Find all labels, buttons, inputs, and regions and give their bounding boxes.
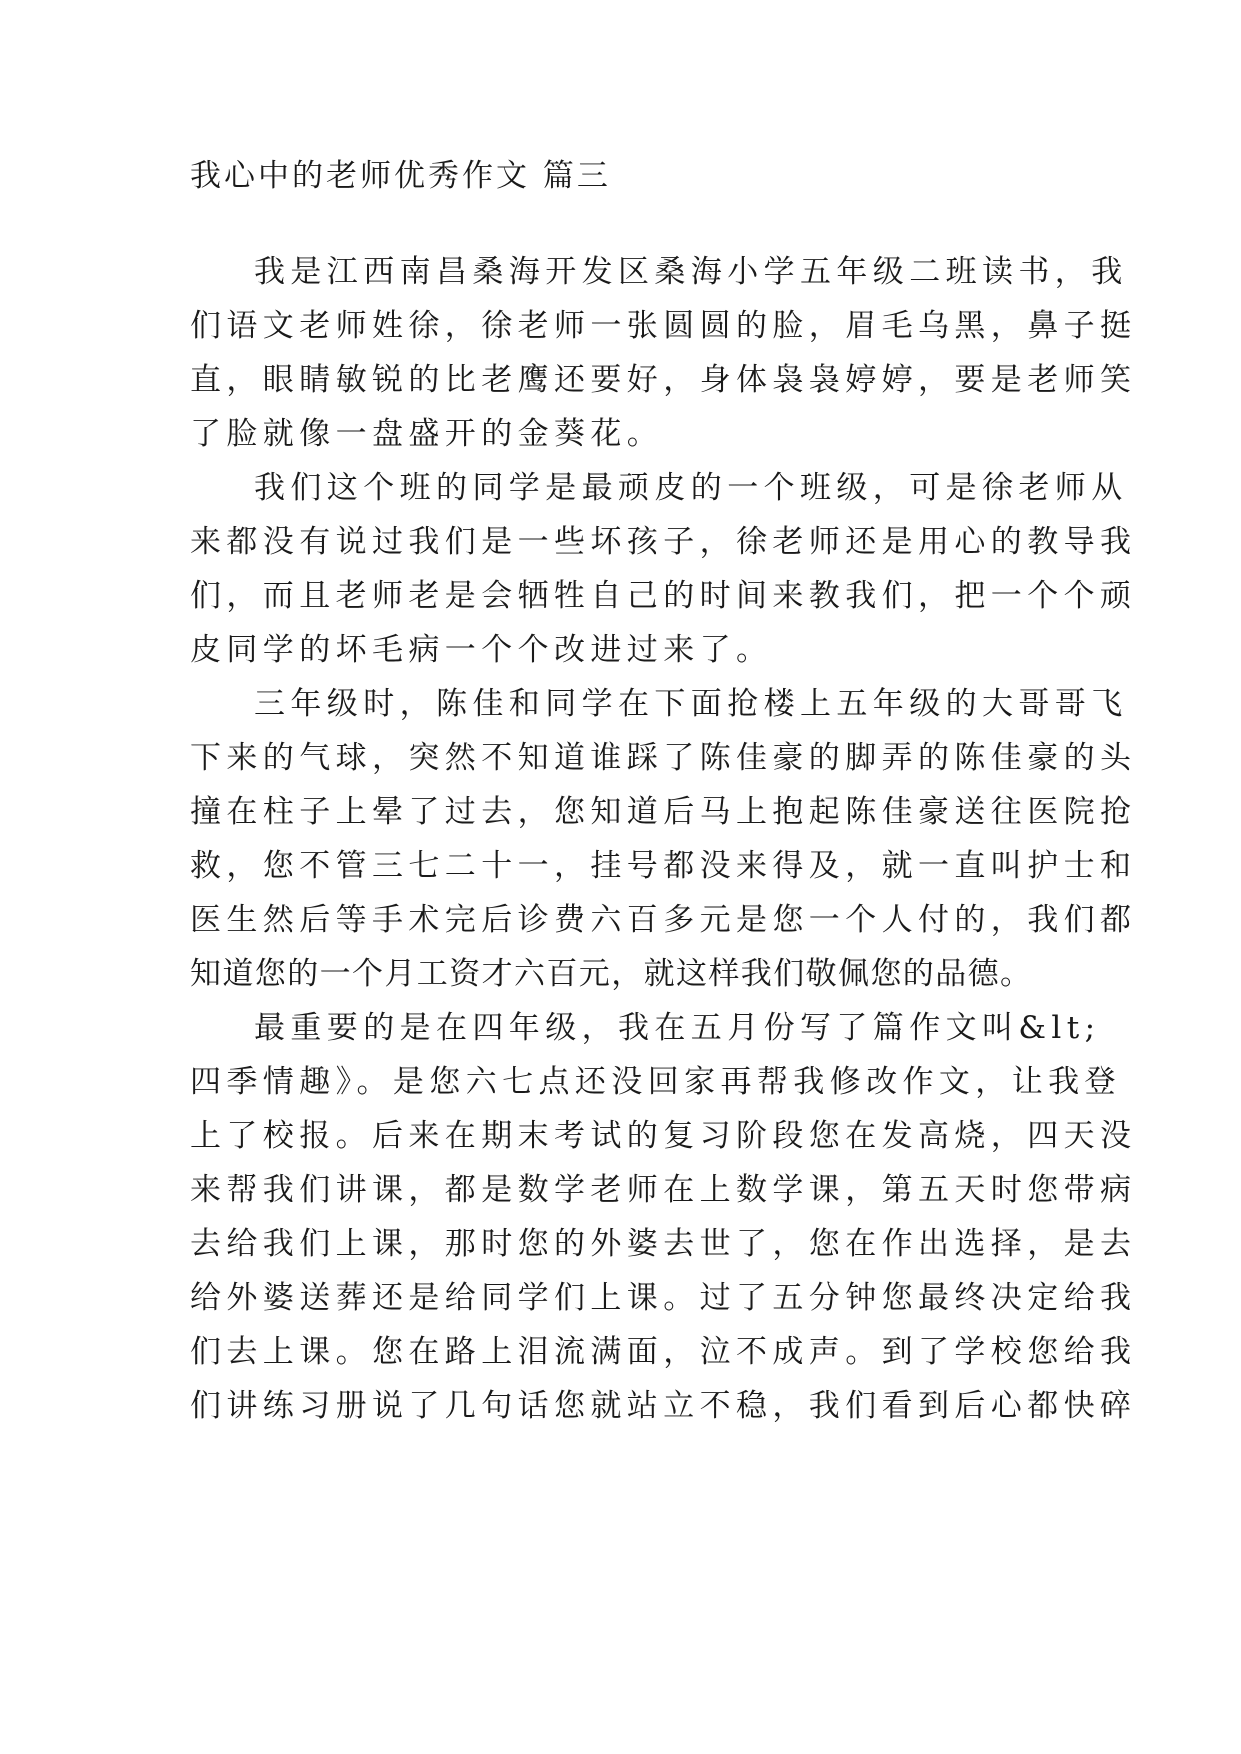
paragraph-line: 救，您不管三七二十一，挂号都没来得及，就一直叫护士和 xyxy=(190,848,1137,884)
paragraph-line: 们去上课。您在路上泪流满面，泣不成声。到了学校您给我 xyxy=(190,1334,1137,1370)
paragraph-line: 上了校报。后来在期末考试的复习阶段您在发高烧，四天没 xyxy=(190,1118,1137,1154)
paragraph-line: 四季情趣》。是您六七点还没回家再帮我修改作文，让我登 xyxy=(190,1064,1121,1100)
paragraph-line: 去给我们上课，那时您的外婆去世了，您在作出选择，是去 xyxy=(190,1226,1137,1262)
paragraph-line: 三年级时，陈佳和同学在下面抢楼上五年级的大哥哥飞 xyxy=(254,686,1128,722)
paragraph-line: 我们这个班的同学是最顽皮的一个班级，可是徐老师从 xyxy=(254,470,1128,506)
paragraph-line: 给外婆送葬还是给同学们上课。过了五分钟您最终决定给我 xyxy=(190,1280,1137,1316)
paragraph-line: 医生然后等手术完后诊费六百多元是您一个人付的，我们都 xyxy=(190,902,1137,938)
paragraph-line: 知道您的一个月工资才六百元，就这样我们敬佩您的品德。 xyxy=(190,956,1033,992)
essay-title: 我心中的老师优秀作文 篇三 xyxy=(190,158,611,194)
paragraph-line: 来都没有说过我们是一些坏孩子，徐老师还是用心的教导我 xyxy=(190,524,1137,560)
paragraph-line: 来帮我们讲课，都是数学老师在上数学课，第五天时您带病 xyxy=(190,1172,1137,1208)
paragraph-line: 们讲练习册说了几句话您就站立不稳，我们看到后心都快碎 xyxy=(190,1388,1137,1424)
paragraph-line: 们语文老师姓徐，徐老师一张圆圆的脸，眉毛乌黑，鼻子挺 xyxy=(190,308,1137,344)
paragraph-line: 了脸就像一盘盛开的金葵花。 xyxy=(190,416,664,452)
paragraph-line: 皮同学的坏毛病一个个改进过来了。 xyxy=(190,632,773,668)
paragraph-line: 直，眼睛敏锐的比老鹰还要好，身体袅袅婷婷，要是老师笑 xyxy=(190,362,1137,398)
paragraph-line: 撞在柱子上晕了过去，您知道后马上抱起陈佳豪送往医院抢 xyxy=(190,794,1137,830)
paragraph-line: 我是江西南昌桑海开发区桑海小学五年级二班读书，我 xyxy=(254,254,1128,290)
paragraph-line: 下来的气球，突然不知道谁踩了陈佳豪的脚弄的陈佳豪的头 xyxy=(190,740,1137,776)
paragraph-line: 们，而且老师老是会牺牲自己的时间来教我们，把一个个顽 xyxy=(190,578,1137,614)
paragraph-line: 最重要的是在四年级，我在五月份写了篇作文叫&lt; xyxy=(254,1010,1101,1046)
